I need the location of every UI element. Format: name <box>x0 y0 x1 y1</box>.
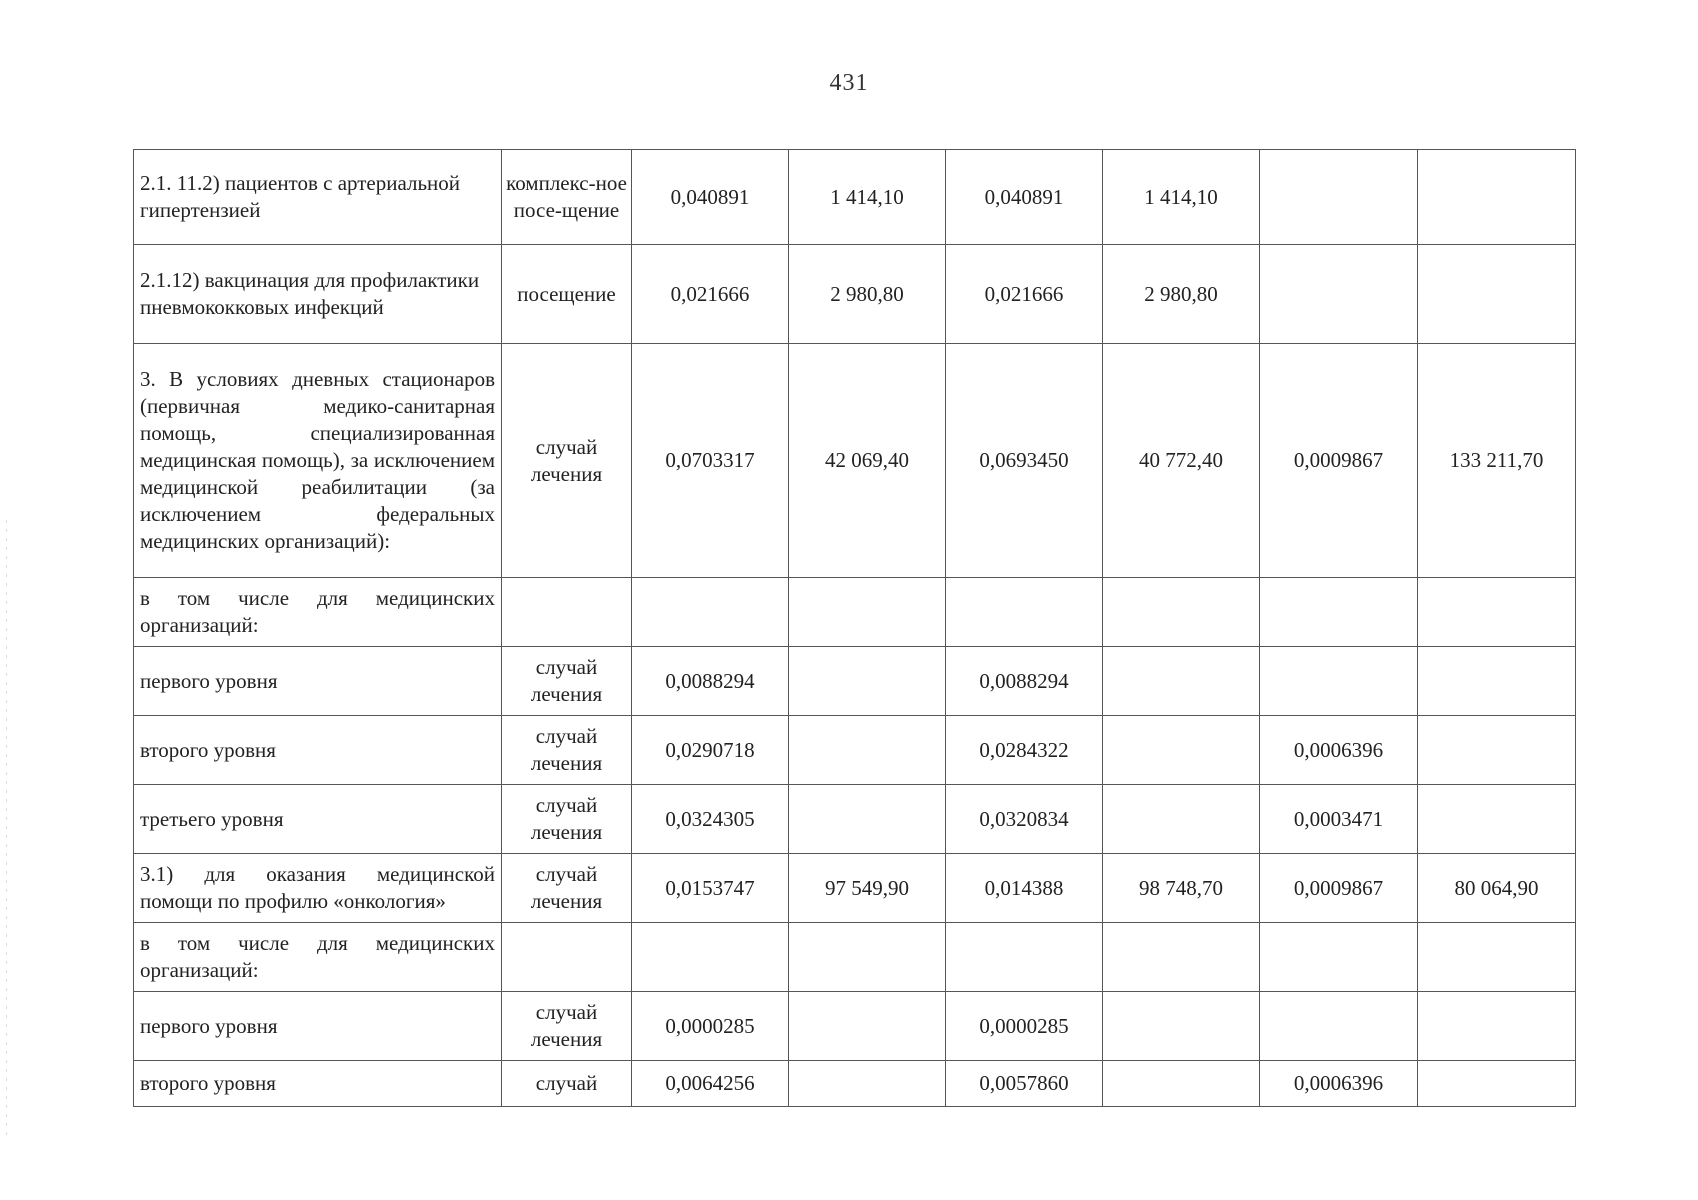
row-value-3: 0,014388 <box>946 854 1103 923</box>
table-row <box>134 150 1576 245</box>
row-value-2: 97 549,90 <box>789 854 946 923</box>
row-value-1: 0,0290718 <box>632 716 789 785</box>
row-value-4 <box>1103 923 1260 992</box>
scan-edge-artifact <box>6 520 7 1140</box>
row-value-4 <box>1103 1061 1260 1107</box>
row-value-1: 0,0153747 <box>632 854 789 923</box>
row-unit <box>502 923 632 992</box>
row-value-5: 0,0006396 <box>1260 1061 1418 1107</box>
row-value-3 <box>946 923 1103 992</box>
table-row <box>134 992 1576 1061</box>
row-unit: случай лечения <box>502 854 632 923</box>
row-value-3: 0,040891 <box>946 150 1103 245</box>
row-value-5 <box>1260 992 1418 1061</box>
row-value-4 <box>1103 578 1260 647</box>
row-name: первого уровня <box>134 647 502 716</box>
table-row <box>134 647 1576 716</box>
table-row <box>134 344 1576 578</box>
row-value-2 <box>789 1061 946 1107</box>
row-unit: случай лечения <box>502 716 632 785</box>
row-name: 2.1. 11.2) пациентов с артериальной гипертензией <box>134 150 502 245</box>
row-value-6: 80 064,90 <box>1418 854 1576 923</box>
row-value-3: 0,0000285 <box>946 992 1103 1061</box>
row-name: 3. В условиях дневных стационаров (первичная медико-санитарная помощь, специализированная медицинская помощь), за исключением медицинской реабилитации (за исключением федеральных медицинских организаций): <box>134 344 502 578</box>
row-value-4 <box>1103 785 1260 854</box>
row-unit: случай лечения <box>502 647 632 716</box>
row-name: второго уровня <box>134 716 502 785</box>
row-value-3: 0,0057860 <box>946 1061 1103 1107</box>
row-value-3: 0,0693450 <box>946 344 1103 578</box>
row-value-1: 0,040891 <box>632 150 789 245</box>
row-value-5: 0,0009867 <box>1260 344 1418 578</box>
row-unit <box>502 578 632 647</box>
row-value-5 <box>1260 647 1418 716</box>
row-value-5 <box>1260 245 1418 344</box>
row-name: 3.1) для оказания медицинской помощи по профилю «онкология» <box>134 854 502 923</box>
row-value-6 <box>1418 785 1576 854</box>
row-value-5: 0,0006396 <box>1260 716 1418 785</box>
row-value-3: 0,021666 <box>946 245 1103 344</box>
row-name: 2.1.12) вакцинация для профилактики пневмококковых инфекций <box>134 245 502 344</box>
row-value-4: 98 748,70 <box>1103 854 1260 923</box>
row-value-2: 2 980,80 <box>789 245 946 344</box>
row-value-6 <box>1418 245 1576 344</box>
row-value-2 <box>789 578 946 647</box>
row-value-2 <box>789 785 946 854</box>
row-value-2 <box>789 647 946 716</box>
row-value-1: 0,0064256 <box>632 1061 789 1107</box>
row-value-1: 0,021666 <box>632 245 789 344</box>
table-row <box>134 245 1576 344</box>
row-value-1 <box>632 578 789 647</box>
row-value-6 <box>1418 578 1576 647</box>
row-unit: случай лечения <box>502 344 632 578</box>
row-unit: посещение <box>502 245 632 344</box>
table-row <box>134 785 1576 854</box>
row-value-1 <box>632 923 789 992</box>
row-value-6 <box>1418 992 1576 1061</box>
row-value-4 <box>1103 647 1260 716</box>
row-value-1: 0,0324305 <box>632 785 789 854</box>
row-value-3: 0,0284322 <box>946 716 1103 785</box>
row-value-6 <box>1418 923 1576 992</box>
row-value-1: 0,0088294 <box>632 647 789 716</box>
row-name: в том числе для медицинских организаций: <box>134 578 502 647</box>
row-value-4: 1 414,10 <box>1103 150 1260 245</box>
row-value-5: 0,0003471 <box>1260 785 1418 854</box>
row-value-3: 0,0320834 <box>946 785 1103 854</box>
row-name: в том числе для медицинских организаций: <box>134 923 502 992</box>
row-value-4 <box>1103 992 1260 1061</box>
row-value-1: 0,0000285 <box>632 992 789 1061</box>
row-value-6 <box>1418 716 1576 785</box>
row-value-5 <box>1260 578 1418 647</box>
row-value-6: 133 211,70 <box>1418 344 1576 578</box>
row-value-4 <box>1103 716 1260 785</box>
row-value-5 <box>1260 923 1418 992</box>
row-value-6 <box>1418 150 1576 245</box>
row-value-3 <box>946 578 1103 647</box>
row-value-4: 40 772,40 <box>1103 344 1260 578</box>
table-row <box>134 1061 1576 1107</box>
table-row <box>134 578 1576 647</box>
table-row <box>134 854 1576 923</box>
row-value-6 <box>1418 647 1576 716</box>
data-table <box>133 149 1576 1107</box>
row-value-2 <box>789 992 946 1061</box>
row-unit: случай <box>502 1061 632 1107</box>
row-value-2: 1 414,10 <box>789 150 946 245</box>
page-number: 431 <box>829 70 869 96</box>
row-value-4: 2 980,80 <box>1103 245 1260 344</box>
row-name: первого уровня <box>134 992 502 1061</box>
row-value-5: 0,0009867 <box>1260 854 1418 923</box>
row-value-2 <box>789 716 946 785</box>
table-row <box>134 923 1576 992</box>
row-unit: комплекс-ное посе-щение <box>502 150 632 245</box>
row-value-2: 42 069,40 <box>789 344 946 578</box>
row-unit: случай лечения <box>502 992 632 1061</box>
row-value-3: 0,0088294 <box>946 647 1103 716</box>
row-name: третьего уровня <box>134 785 502 854</box>
row-value-1: 0,0703317 <box>632 344 789 578</box>
row-unit: случай лечения <box>502 785 632 854</box>
row-value-6 <box>1418 1061 1576 1107</box>
table-row <box>134 716 1576 785</box>
row-value-5 <box>1260 150 1418 245</box>
row-name: второго уровня <box>134 1061 502 1107</box>
row-value-2 <box>789 923 946 992</box>
